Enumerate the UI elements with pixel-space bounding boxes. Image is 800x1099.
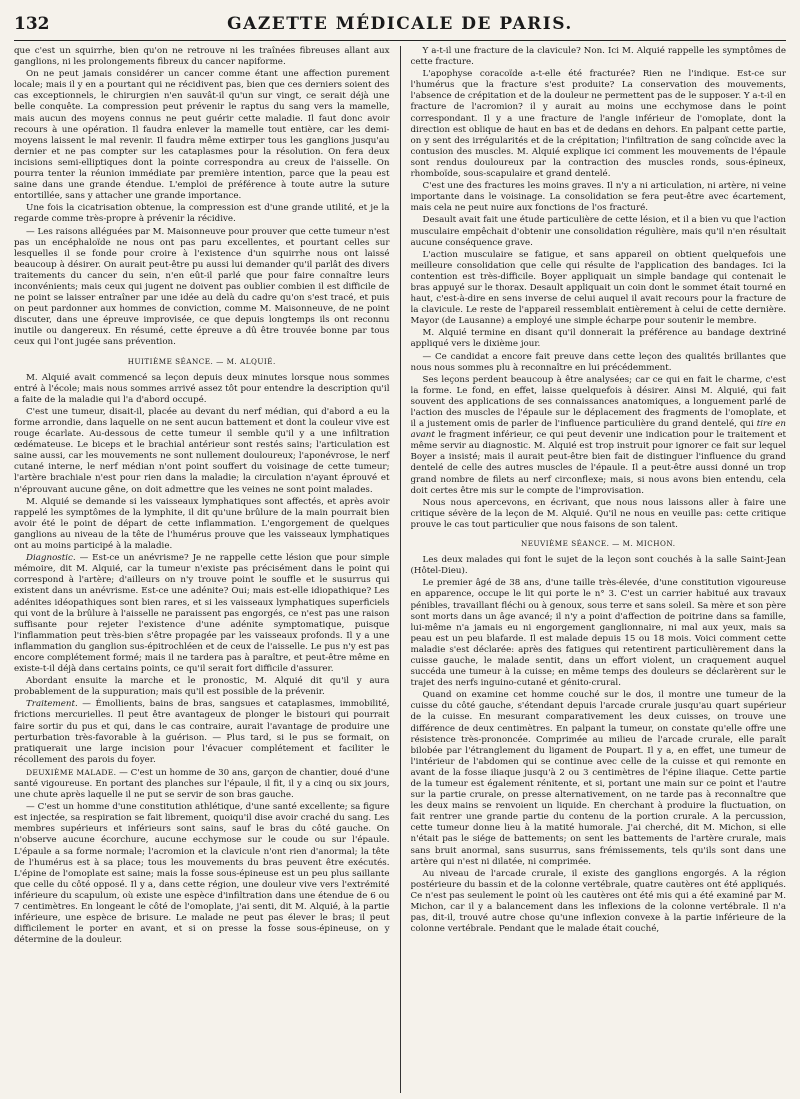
paragraph: Y a-t-il une fracture de la clavicule? Non. Ici M. Alquié rappelle les symptômes de cette fracture. — [410, 46, 786, 68]
paragraph: L'action musculaire se fatigue, et sans appareil on obtient quelquefois une meilleure consolidation que celle qui résulte de l'application des bandages. Ici la contention est très-difficile. Boyer appliquait un simple bandage qui contenait le bras appuyé sur le thorax. Desault appliquait un coin dont le sommet était tourné en haut, c'est-à-dire en sens inverse de celui auquel il avait recours pour la fracture de la clavicule. Le reste de l'appareil ressemblait entièrement à celui de cette dernière. Mayor (de Lausanne) a employé une simple écharpe pour soutenir le membre. — [410, 249, 786, 327]
paragraph: que c'est un squirrhe, bien qu'on ne retrouve ni les traînées fibreuses allant aux ganglions, ni les prolongements fibreux du cancer napiforme. — [14, 46, 390, 68]
paragraph-text: le fragment inférieur, ce qui peut devenir une indication pour le traitement et même servir au diagnostic. M. Alquié est trop instruit pour ignorer ce fait sur lequel Boyer a insisté; mais il aurait peut-être bien fait de distinguer l'influence du grand dentelé de celle des autres muscles de l'épaule. Il a peut-être aussi donné un trop grand nombre de filets au nerf circonflexe; mais, si nous avons bien entendu, cela doit certes être mis sur le compte de l'improvisation. — [410, 430, 786, 496]
header-rule — [14, 40, 786, 41]
paragraph: Nous nous apercevons, en écrivant, que nous nous laissons aller à faire une critique sévère de la leçon de M. Alquié. Qu'il ne nous en veuille pas: cette critique prouve le cas tout particulier que nous faisons de son talent. — [410, 497, 786, 530]
paragraph-text: — Est-ce un anévrisme? Je ne rappelle cette lésion que pour simple mémoire, dit M. Alquié, car la tumeur n'existe pas précisément dans le point qui correspond à l'artère; d'ailleurs on n'y trouve point le souffle et le susurrus qui existent dans un anévrisme. Est-ce une adénite? Oui; mais est-elle idiopathique? Les adénites idéopathiques sont bien rares, et si les vaisseaux lymphatiques superficiels qui vont de la brûlure à l'aisselle ne paraissent pas engorgés, ce n'est pas une raison suffisante pour rejeter l'existence d'une adénite symptomatique, puisque l'inflammation peut très-bien s'être propagée par les vaisseaux profonds. Il y a une inflammation du ganglion sus-épitrochléen et de ceux de l'aisselle. Le pus n'y est pas encore complétement formé; mais il ne tardera pas à paraître, et peut-être même en existe-t-il déjà dans certains points, ce qu'il serait fort difficile d'assurer. — [14, 553, 390, 675]
paragraph: Le premier âgé de 38 ans, d'une taille très-élevée, d'une constitution vigoureuse en apparence, occupe le lit qui porte le n° 3. C'est un carrier habitué aux travaux pénibles, travaillant fléchi ou à genoux, sous terre et sans soleil. Sa mère et son père sont morts dans un âge avancé; il n'y a point d'affection de poitrine dans sa famille, lui-même n'a jamais eu ni engorgement ganglionnaire, ni mal aux yeux, mais sa peau est un peu blafarde. Il est malade depuis 15 ou 18 mois. Voici comment cette maladie s'est déclarée: après des fatigues qui retentirent particulièrement dans la cuisse gauche, le malade sentit, dans un effort violent, un craquement auquel succéda une tumeur à la cuisse; en même temps des douleurs se déclarèrent sur le trajet des nerfs inguino-cutané et génito-crural. — [410, 578, 786, 689]
article-columns — [14, 46, 786, 1093]
paragraph: Desault avait fait une étude particulière de cette lésion, et il a bien vu que l'action musculaire empêchait d'obtenir une consolidation régulière, mais qu'il n'en résultait aucune conséquence grave. — [410, 215, 786, 248]
paragraph: — Ce candidat a encore fait preuve dans cette leçon des qualités brillantes que nous nous sommes plu à reconnaître en lui précédemment. — [410, 351, 786, 373]
paragraph-critique — [411, 375, 787, 497]
paragraph: M. Alquié avait commencé sa leçon depuis deux minutes lorsque nous sommes entré à l'école; mais nous sommes arrivé assez tôt pour entendre la description qu'il a faite de la maladie qui l'a d'abord occupé. — [14, 372, 390, 405]
paragraph: Quand on examine cet homme couché sur le dos, il montre une tumeur de la cuisse du côté gauche, s'étendant depuis l'arcade crurale jusqu'au quart supérieur de la cuisse. En mesurant comparativement les deux cuisses, on trouve une différence de deux centimètres. En palpant la tumeur, on constate qu'elle offre une résistence très-prononcée. Comprimée au milieu de l'arcade crurale, elle paraît bilobée par l'étranglement du ligament de Poupart. Il y a, en effet, une tumeur de l'intérieur de l'abdomen qui se continue avec celle de la cuisse et qui remonte en avant de la fosse iliaque jusqu'à 2 ou 3 centimètres de l'épine iliaque. Cette partie de la tumeur est également rénitente, et si, portant une main sur ce point et l'autre sur la partie crurale, on presse alternativement, on ne tarde pas à reconnaître que les deux mains se renvoient un liquide. En cherchant à produire la fluctuation, on fait rentrer une grande partie du contenu de la portion crurale. A la percussion, cette tumeur donne lieu à la matité humorale. J'ai cherché, dit M. Michon, si elle n'était pas le siége de battements; on sent les battements de l'artère crurale, mais sans bruit anormal, sans susurrus, sans frémissements, tels qu'ils sont dans une artère qui n'est ni dilatée, ni comprimée. — [410, 690, 786, 867]
section-heading: NEUVIÈME SÉANCE. — M. MICHON. — [520, 539, 676, 549]
paragraph: L'apophyse coracoïde a-t-elle été fracturée? Rien ne l'indique. Est-ce sur l'humérus que la fracture s'est produite? La conservation des mouvements, l'absence de crépitation et de la douleur ne permettent pas de le supposer. Y a-t-il en fracture de l'acromion? il y aurait au moins une ecchymose dans le point correspondant. Il y a une fracture de l'angle inférieur de l'omoplate, dont la direction est oblique de haut en bas et de dedans en dehors. En palpant cette partie, on y sent des irrégularités et de la crépitation; l'infiltration de sang coïncide avec la contusion des muscles. M. Alquié explique ici comment les mouvements de l'épaule sont rendus douloureux par la contraction des muscles ronds, sous-épineux, rhomboïde, sous-scapulaire et grand dentelé. — [410, 69, 786, 180]
emphasis-text: tire en avant — [410, 419, 786, 441]
second-patient-lead: DEUXIÈME MALADE. — [26, 767, 117, 777]
left-column — [14, 46, 390, 1093]
page-number: 132 — [14, 14, 50, 34]
paragraph: Abordant ensuite la marche et le pronostic, M. Alquié dit qu'il y aura probablement de la suppuration; mais qu'il est possible de la prévenir. — [14, 676, 390, 698]
paragraph: — Les raisons alléguées par M. Maisonneuve pour prouver que cette tumeur n'est pas un encéphaloïde ne nous ont pas paru excellentes, et pourtant celles sur lesquelles il se fonde pour croire à l'existence d'un squirrhe nous ont laissé beaucoup à désirer. On aurait peut-être pu aussi lui demander qu'il parlât des divers traitements du cancer du sein, n'en eût-il parlé que pour faire connaître leurs inconvénients; mais ceux qui jugent ne doivent pas oublier combien il est difficile de ne point se laisser entraîner par une idée au delà du cadre qu'on s'est tracé, et puis on peut pardonner aux hommes de conviction, comme M. Maisonneuve, de ne point discuter, dans une épreuve improvisée, ce que depuis longtemps ils ont reconnu inutile ou dangereux. En résumé, cette épreuve a dû être trouvée bonne par tous ceux qui l'ont jugée sans prévention. — [14, 226, 390, 348]
paragraph-traitement — [14, 699, 390, 766]
column-divider — [400, 46, 401, 1093]
paragraph-text: — Émollients, bains de bras, sangsues et cataplasmes, immobilité, frictions mercurielles. Il peut être avantageux de plonger le bistouri qui pourrait faire sortir du pus et qui, dans le cas contraire, aurait l'avantage de produire une perturbation très-favorable à la guérison. — Plus tard, si le pus se formait, on pratiquerait une large incision pour l'évacuer complétement et faciliter le récollement des parois du foyer. — [14, 699, 390, 765]
paragraph: C'est une des fractures les moins graves. Il n'y a ni articulation, ni artère, ni veine importante dans le voisinage. La consolidation se fera peut-être avec écartement, mais cela ne peut nuire aux fonctions de l'os fracturé. — [410, 181, 786, 214]
paragraph: M. Alquié termine en disant qu'il donnerait la préférence au bandage dextriné appliqué vers le dixième jour. — [410, 328, 786, 350]
paragraph: Au niveau de l'arcade crurale, il existe des ganglions engorgés. A la région postérieure du bassin et de la colonne vertébrale, quatre cautères ont été appliqués. Ce n'est pas seulement le point où les cautères ont été mis qui a été examiné par M. Michon, car il y a balancement dans les inflexions de la colonne vertébrale. Il n'a pas, dit-il, trouvé autre chose qu'une inflexion convexe à la partie inférieure de la colonne vertébrale. Pendant que le malade était couché, — [410, 868, 786, 935]
paragraph-text: — C'est un homme de 30 ans, garçon de chantier, doué d'une santé vigoureuse. En portant des planches sur l'épaule, il fit, il y a cinq ou six jours, une chute après laquelle il ne put se servir de son bras gauche. — [14, 767, 390, 801]
journal-title: GAZETTE MÉDICALE DE PARIS. — [227, 14, 573, 34]
paragraph: C'est une tumeur, disait-il, placée au devant du nerf médian, qui d'abord a eu la forme arrondie, dans laquelle on ne sent aucun battement et dont la couleur vive est rouge écarlate. Au-dessous de cette tumeur il semble qu'il y a une infiltration œdémateuse. Le biceps et le brachial antérieur sont restés sains; l'articulation est saine aussi, car les mouvements ne sont nullement douloureux; l'aponévrose, le nerf cutané interne, le nerf médian n'ont point souffert du voisinage de cette tumeur; l'artère brachiale n'est pour rien dans la maladie; la circulation n'ayant éprouvé et n'éprouvant aucune gêne, on doit admettre que les veines ne sont point malades. — [14, 406, 390, 495]
paragraph: Les deux malades qui font le sujet de la leçon sont couchés à la salle Saint-Jean (Hôtel-Dieu). — [410, 555, 786, 577]
paragraph-second-patient — [14, 767, 390, 801]
traitement-lead: Traitement. — [26, 699, 78, 710]
section-heading: HUITIÈME SÉANCE. — M. ALQUIÉ. — [127, 356, 276, 366]
paragraph: On ne peut jamais considérer un cancer comme étant une affection purement locale; mais il y en a pourtant qui ne récidivent pas, bien que ces derniers soient des cas exceptionnels, le chirurgien n'en sauvât-il qu'un sur vingt, ce serait déjà une belle conquête. La compression peut prévenir le raptus du sang vers la mamelle, mais aucun des moyens connus ne peut guérir cette maladie. Il faut donc avoir recours à une opération. Il faudra enlever la mamelle tout entière, car les demi-moyens laissent le mal revenir. Il faudra même extirper tous les ganglions jusqu'au dernier et ne pas compter sur les cataplasmes pour la résolution. On fera deux incisions semi-elliptiques dont la pointe correspondra au creux de l'aisselle. On pourra tenter la réunion immédiate par première intention, parce que la peau est saine dans une grande étendue. L'emploi de préférence à toute autre la suture entortillée, sans y attacher une grande importance. — [14, 69, 390, 202]
paragraph: — C'est un homme d'une constitution athlétique, d'une santé excellente; sa figure est injectée, sa respiration se fait librement, quoiqu'il dise avoir craché du sang. Les membres supérieurs et inférieurs sont sains, sauf le bras du côté gauche. On n'observe aucune écorchure, aucune ecchymose sur le coude ou sur l'épaule. L'épaule a sa forme normale; l'acromion et la clavicule n'ont rien d'anormal; la tête de l'humérus est à sa place; tous les mouvements du bras peuvent être exécutés. L'épine de l'omoplate est saine; mais la fosse sous-épineuse est un peu plus saillante que celle du côté opposé. Il y a, dans cette région, une douleur vive vers l'extrémité inférieure du scapulum, où existe une espèce d'infiltration dans une étendue de 6 ou 7 centimètres. En longeant le côté de l'omoplate, j'ai senti, dit M. Alquié, à la partie inférieure, une espèce de brisure. Le malade ne peut pas élever le bras; il peut difficilement le porter en avant, et si on presse la fosse sous-épineuse, on y détermine de la douleur. — [14, 802, 390, 946]
page-header — [14, 14, 786, 36]
paragraph-diagnostic — [14, 553, 390, 675]
paragraph: Une fois la cicatrisation obtenue, la compression est d'une grande utilité, et je la regarde comme très-propre à prévenir la récidive. — [14, 203, 390, 225]
right-column — [411, 46, 787, 1093]
diagnostic-lead: Diagnostic. — [26, 553, 76, 564]
paragraph-text: Ses leçons perdent beaucoup à être analysées; car ce qui en fait le charme, c'est la forme. Le fond, en effet, laisse quelquefois à désirer. Ainsi M. Alquié, qui fait souvent des applications de ses connaissances anatomiques, a longuement parlé de l'action des muscles de l'épaule sur le déplacement des fragments de l'omoplate, et il a justement omis de parler de l'influence particulière du grand dentelé, qui — [410, 374, 786, 430]
paragraph: M. Alquié se demande si les vaisseaux lymphatiques sont affectés, et après avoir rappelé les symptômes de la lymphite, il dit qu'une brûlure de la main pourrait bien avoir été le point de départ de cette inflammation. L'engorgement de quelques ganglions au niveau de la tête de l'humérus prouve que les vaisseaux lymphatiques ont au moins participé à la maladie. — [14, 496, 390, 552]
